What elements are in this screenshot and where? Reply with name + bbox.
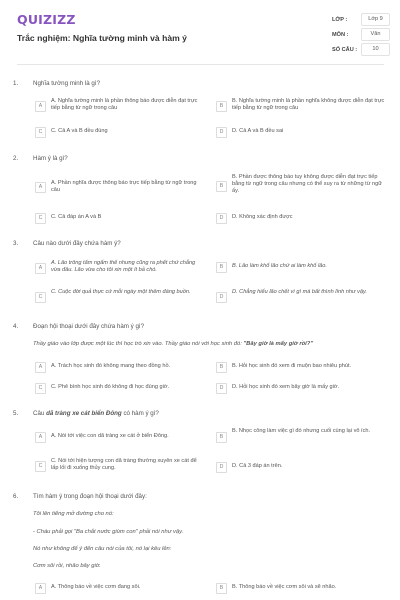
- question-number: 4.: [13, 323, 19, 330]
- option-text: B. Hỏi học sinh đó xem đi muộn bao nhiêu phút.: [232, 363, 352, 369]
- option-text: C. Nói tới hiện tượng con dã tràng thường xuyên xe cát để lấp lối đi xuống thủy cung.: [51, 458, 197, 472]
- option-letter-box: B: [216, 101, 227, 112]
- worksheet-title: Trắc nghiệm: Nghĩa tường minh và hàm ý: [17, 33, 187, 43]
- question-text-prefix: Câu: [33, 410, 47, 417]
- option-text: D. Hỏi học sinh đó xem bây giờ là mấy giờ.: [232, 384, 340, 390]
- option-letter-box: D: [216, 213, 227, 224]
- option-text: D. Chẳng hiểu lão chết vì gì mà bất thình lình như vậy.: [232, 289, 367, 295]
- option-letter-box: A: [35, 583, 46, 594]
- option-letter-box: B: [216, 583, 227, 594]
- option-text: A. Lão trông tấm ngẩm thế nhưng cũng ra phết chứ chẳng vừa đâu. Lão vừa cho tôi xin một ít bả chó.: [51, 260, 196, 274]
- option-letter-box: C: [35, 213, 46, 224]
- option-letter-box: A: [35, 182, 46, 193]
- option-letter-box: D: [216, 462, 227, 473]
- question-number: 3.: [13, 240, 19, 247]
- option-letter-box: D: [216, 127, 227, 138]
- option-text: B. Nhọc công làm việc gì đó nhưng cuối cùng lại vô ích.: [232, 428, 371, 434]
- option-letter-box: C: [35, 461, 46, 472]
- question-number: 6.: [13, 493, 19, 500]
- option-letter-box: B: [216, 262, 227, 273]
- option-text: B. Lão làm khổ lão chứ ai làm khổ lão.: [232, 263, 327, 269]
- question-text-suffix: có hàm ý gì?: [121, 410, 159, 417]
- option-text: C. Cuộc đời quả thực cứ mỗi ngày một thêm đáng buồn.: [51, 289, 191, 295]
- dialogue-line: Tôi lên tiếng mở đường cho nó:: [33, 511, 114, 517]
- worksheet-header: [0, 0, 400, 68]
- question-number: 1.: [13, 80, 19, 87]
- question-text-quote: dã tràng xe cát biển Đông: [46, 410, 122, 417]
- option-text: A. Nói tới việc con dã tràng xe cát ở biển Đông.: [51, 433, 169, 439]
- option-text: A. Nghĩa tường minh là phần thông báo được diễn đạt trực tiếp bằng từ ngữ trong câu: [51, 98, 198, 112]
- option-text: D. Không xác định được: [232, 214, 293, 220]
- option-text: B. Thông báo về việc cơm sôi và sẽ nhão.: [232, 584, 337, 590]
- option-text: A. Trách học sinh đó không mang theo đồng hồ.: [51, 363, 171, 369]
- question-count-label: SỐ CÂU :: [332, 47, 358, 53]
- option-letter-box: B: [216, 181, 227, 192]
- question-count-value: 10: [361, 43, 390, 56]
- question-number: 2.: [13, 155, 19, 162]
- option-text: D. Cả A và B đều sai: [232, 128, 284, 134]
- option-text: B. Nghĩa tường minh là phần nghĩa không được diễn đạt trực tiếp bằng từ ngữ trong câu: [232, 98, 385, 112]
- option-letter-box: A: [35, 432, 46, 443]
- option-letter-box: D: [216, 383, 227, 394]
- question-text: [33, 410, 383, 418]
- option-text: D. Cả 3 đáp án trên.: [232, 463, 283, 469]
- dialogue-line: - Cháu phải gọi "Ba chắt nước giùm con" phải nói như vậy.: [33, 529, 184, 535]
- subject-label: MÔN :: [332, 32, 349, 38]
- option-letter-box: C: [35, 383, 46, 394]
- option-text: C. Cả đáp án A và B: [51, 214, 102, 220]
- option-text: C. Cả A và B đều đúng: [51, 128, 108, 134]
- question-text: Nghĩa tường minh là gì?: [33, 80, 101, 87]
- context-quote: "Bây giờ là mấy giờ rồi?": [243, 341, 314, 347]
- option-text: C. Phê bình học sinh đó không đi học đúng giờ.: [51, 384, 170, 390]
- question-text: Câu nào dưới đây chứa hàm ý?: [33, 240, 121, 247]
- quizizz-logo: QUIZIZZ: [17, 12, 76, 27]
- option-text: A. Phần nghĩa được thông báo trực tiếp bằng từ ngữ trong câu: [51, 180, 197, 194]
- option-text: B. Phần được thông báo tuy không được diễn đạt trực tiếp bằng từ ngữ trong câu nhưng có thể suy ra từ những từ ngữ ấy.: [232, 174, 382, 195]
- context-text: Thầy giáo vào lớp được một lúc thì học trò xin vào. Thầy giáo nói với học sinh đó:: [33, 341, 244, 347]
- option-letter-box: C: [35, 127, 46, 138]
- subject-value: Văn: [361, 28, 390, 41]
- dialogue-line: Nó như không để ý đến câu nói của tôi, nó lại kêu lên:: [33, 546, 172, 552]
- question-text: Tìm hàm ý trong đoạn hội thoại dưới đây:: [33, 493, 147, 500]
- option-letter-box: B: [216, 362, 227, 373]
- dialogue-line: Cơm sôi rồi, nhão bây giờ.: [33, 563, 101, 569]
- header-divider: [17, 64, 384, 65]
- question-number: 5.: [13, 410, 19, 417]
- option-letter-box: C: [35, 292, 46, 303]
- grade-value: Lớp 9: [361, 13, 390, 26]
- option-letter-box: A: [35, 263, 46, 274]
- question-context: [33, 340, 383, 348]
- option-letter-box: A: [35, 101, 46, 112]
- option-letter-box: A: [35, 362, 46, 373]
- option-letter-box: D: [216, 292, 227, 303]
- option-text: A. Thông báo về việc cơm đang sôi.: [51, 584, 141, 590]
- option-letter-box: B: [216, 432, 227, 443]
- question-text: Hàm ý là gì?: [33, 155, 68, 162]
- grade-label: LỚP :: [332, 17, 348, 23]
- question-text: Đoạn hội thoại dưới đây chứa hàm ý gì?: [33, 323, 145, 330]
